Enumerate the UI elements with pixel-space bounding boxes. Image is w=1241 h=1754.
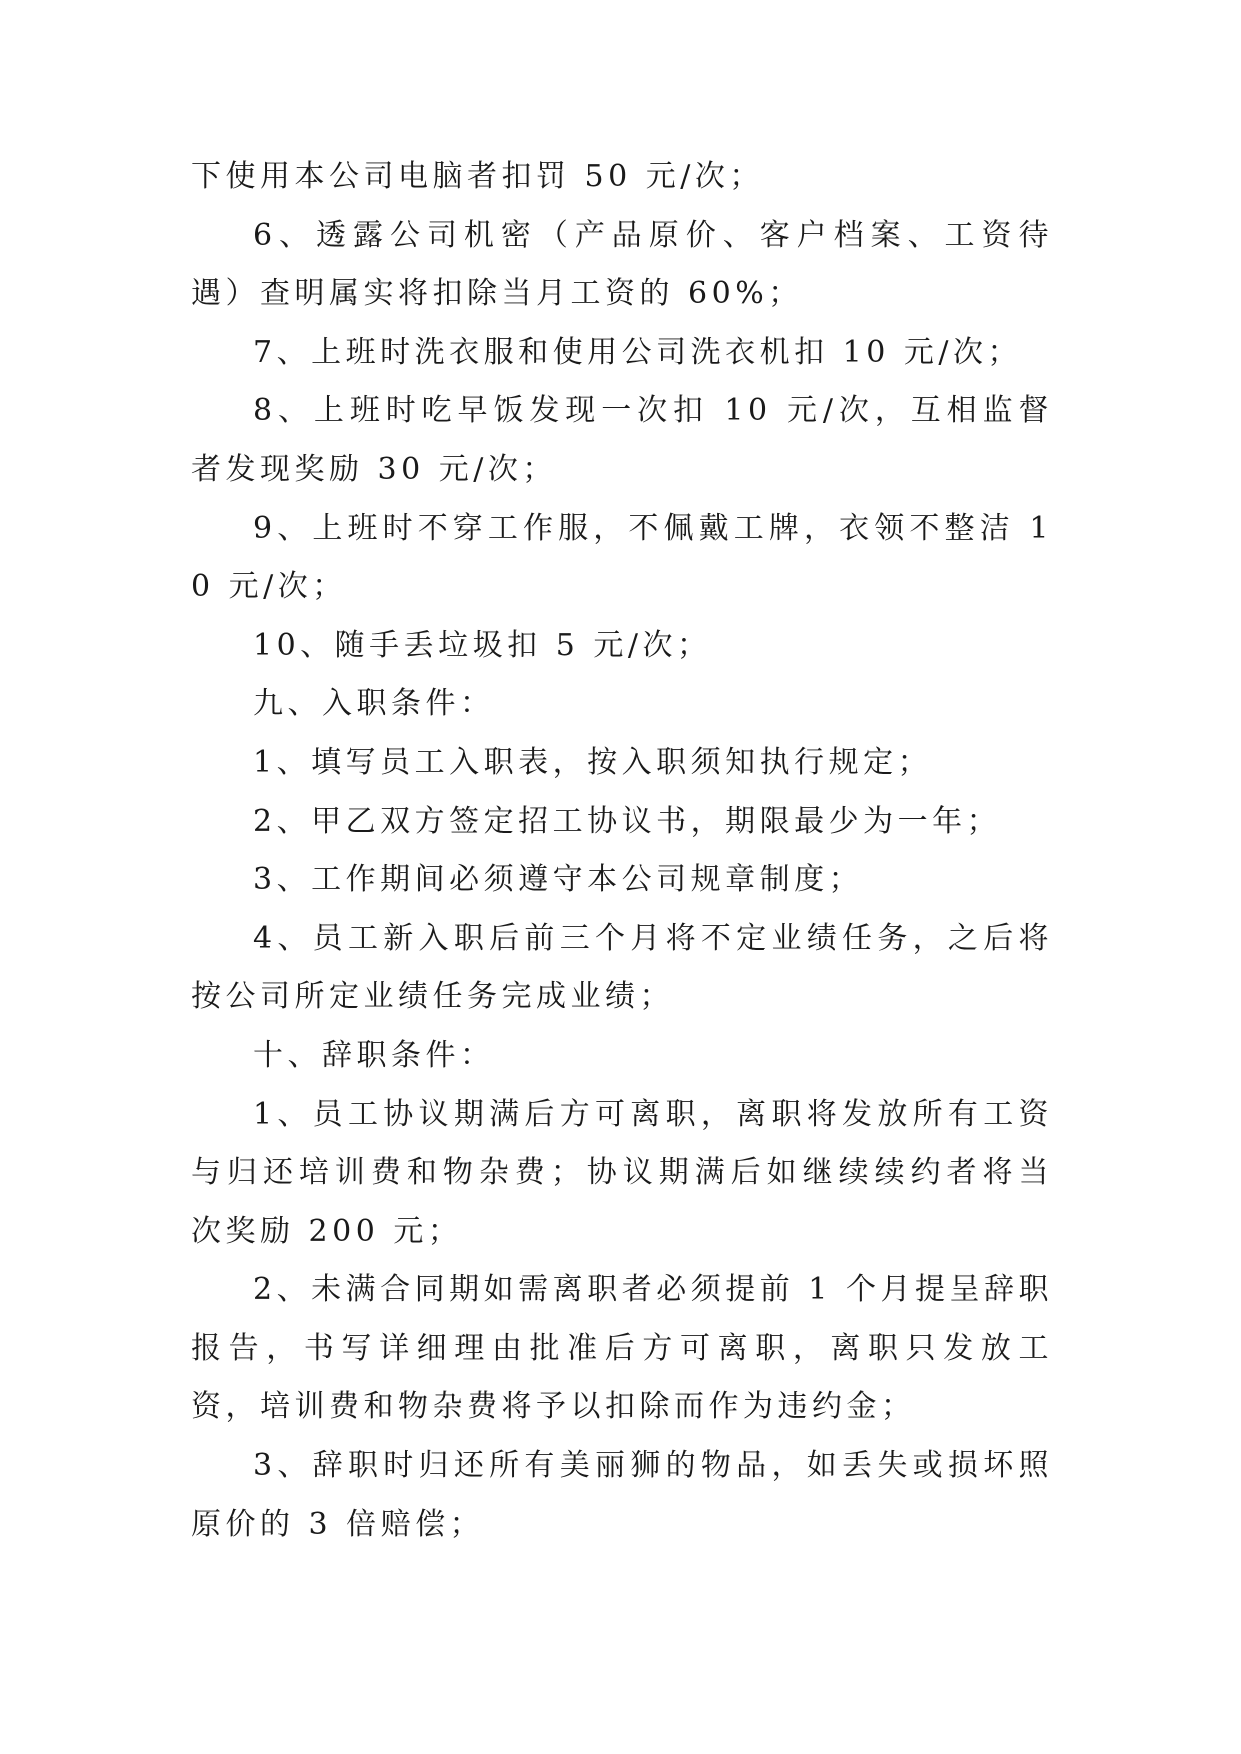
paragraph-onboarding-2: 2、甲乙双方签定招工协议书，期限最少为一年； — [253, 803, 1002, 839]
paragraph-computer-penalty: 下使用本公司电脑者扣罚 50 元/次； — [191, 159, 764, 194]
paragraph-rule-6: 6、透露公司机密（产品原价、客户档案、工资待遇）查明属实将扣除当月工资的 60%； — [191, 217, 1053, 312]
section-heading-resignation: 十、辞职条件： — [253, 1037, 495, 1073]
paragraph-rule-8: 8、上班时吃早饭发现一次扣 10 元/次，互相监督者发现奖励 30 元/次； — [191, 393, 1053, 487]
section-heading-onboarding: 九、入职条件： — [253, 686, 495, 722]
document-page — [191, 148, 1053, 1554]
paragraph-rule-7: 7、上班时洗衣服和使用公司洗衣机扣 10 元/次； — [253, 334, 1022, 370]
paragraph-onboarding-4: 4、员工新入职后前三个月将不定业绩任务，之后将按公司所定业绩任务完成业绩； — [191, 920, 1053, 1015]
paragraph-onboarding-3: 3、工作期间必须遵守本公司规章制度； — [253, 862, 864, 898]
paragraph-onboarding-1: 1、填写员工入职表，按入职须知执行规定； — [253, 744, 933, 780]
paragraph-resignation-1: 1、员工协议期满后方可离职，离职将发放所有工资与归还培训费和物杂费；协议期满后如继续续约者将当次奖励 200 元； — [191, 1096, 1053, 1249]
paragraph-rule-10: 10、随手丢垃圾扣 5 元/次； — [253, 627, 712, 663]
paragraph-resignation-2: 2、未满合同期如需离职者必须提前 1 个月提呈辞职报告，书写详细理由批准后方可离职，离职只发放工资，培训费和物杂费将予以扣除而作为违约金； — [191, 1272, 1053, 1425]
paragraph-resignation-3: 3、辞职时归还所有美丽狮的物品，如丢失或损坏照原价的 3 倍赔偿； — [191, 1448, 1053, 1542]
paragraph-rule-9: 9、上班时不穿工作服，不佩戴工牌，衣领不整洁 10 元/次； — [191, 510, 1053, 605]
